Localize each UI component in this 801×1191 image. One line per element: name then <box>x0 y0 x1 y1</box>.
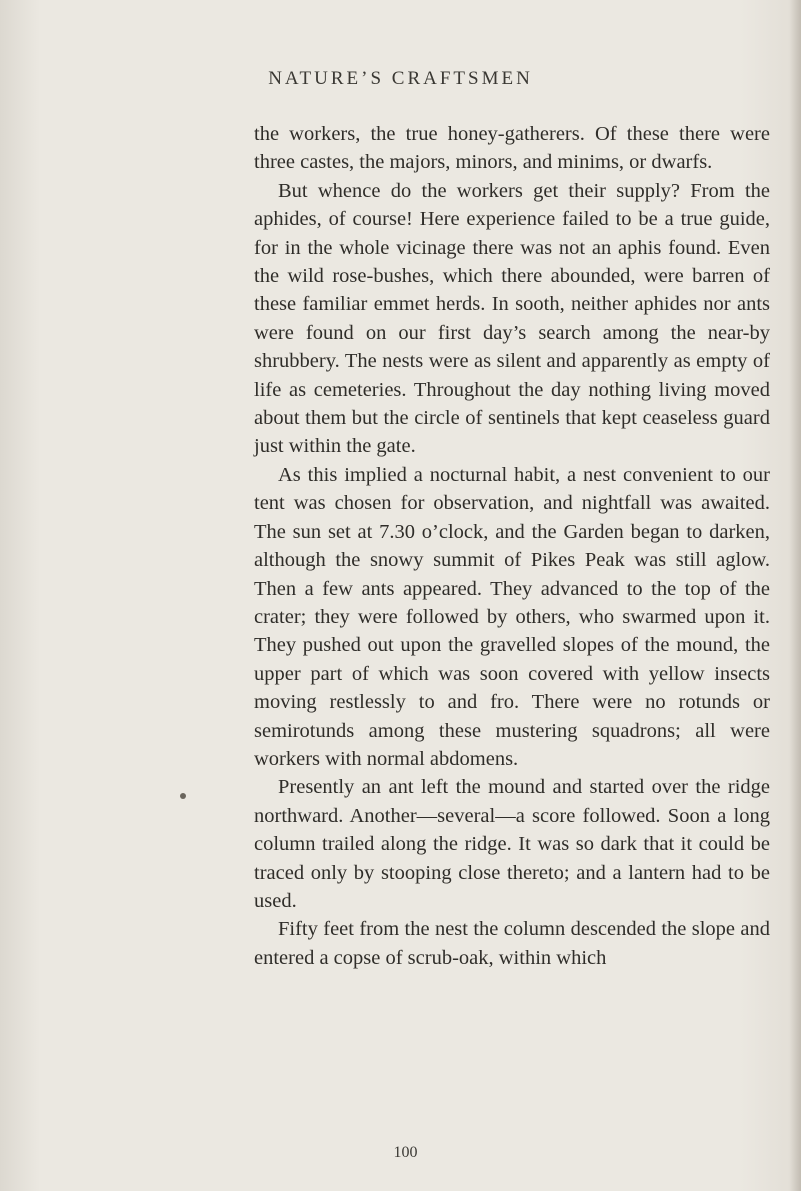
paragraph-4: Presently an ant left the mound and started over the ridge northward. Another—several—a score followed. Soon a long column trailed along the ridge. It was so dark that it could be traced only by stooping close thereto; and a lantern had to be used. <box>254 776 770 912</box>
paragraph-5: Fifty feet from the nest the column descended the slope and entered a copse of scrub-oak, within which <box>254 918 770 969</box>
ink-spot <box>180 793 186 799</box>
page-number: 100 <box>393 1144 418 1161</box>
paragraph-2: But whence do the workers get their supply? From the aphides, of course! Here experience failed to be a true guide, for in the whole vicinage there was not an aphis found. Even the wild rose-bushes, which there abounded, were barren of these familiar emmet herds. In sooth, neither aphides nor ants were found on our first day’s search among the near-by shrubbery. The nests were as silent and apparently as empty of life as cemeteries. Throughout the day nothing living moved about them but the circle of sentinels that kept ceaseless guard just within the gate. <box>254 179 770 458</box>
page-edge-shadow <box>789 0 801 1191</box>
paragraph-1: the workers, the true honey-gatherers. Of these there were three castes, the majors, minors, and minims, or dwarfs. <box>254 123 770 174</box>
running-head: NATURE’S CRAFTSMEN <box>268 68 533 89</box>
paragraph-3: As this implied a nocturnal habit, a nest convenient to our tent was chosen for observation, and nightfall was awaited. The sun set at 7.30 o’clock, and the Garden began to darken, although the snowy summit of Pikes Peak was still aglow. Then a few ants appeared. They advanced to the top of the crater; they were followed by others, who swarmed upon it. They pushed out upon the gravelled slopes of the mound, the upper part of which was soon covered with yellow insects moving restlessly to and fro. There were no rotunds or semirotunds among these mustering squadrons; all were workers with normal abdomens. <box>254 463 770 770</box>
body-text <box>254 120 770 972</box>
